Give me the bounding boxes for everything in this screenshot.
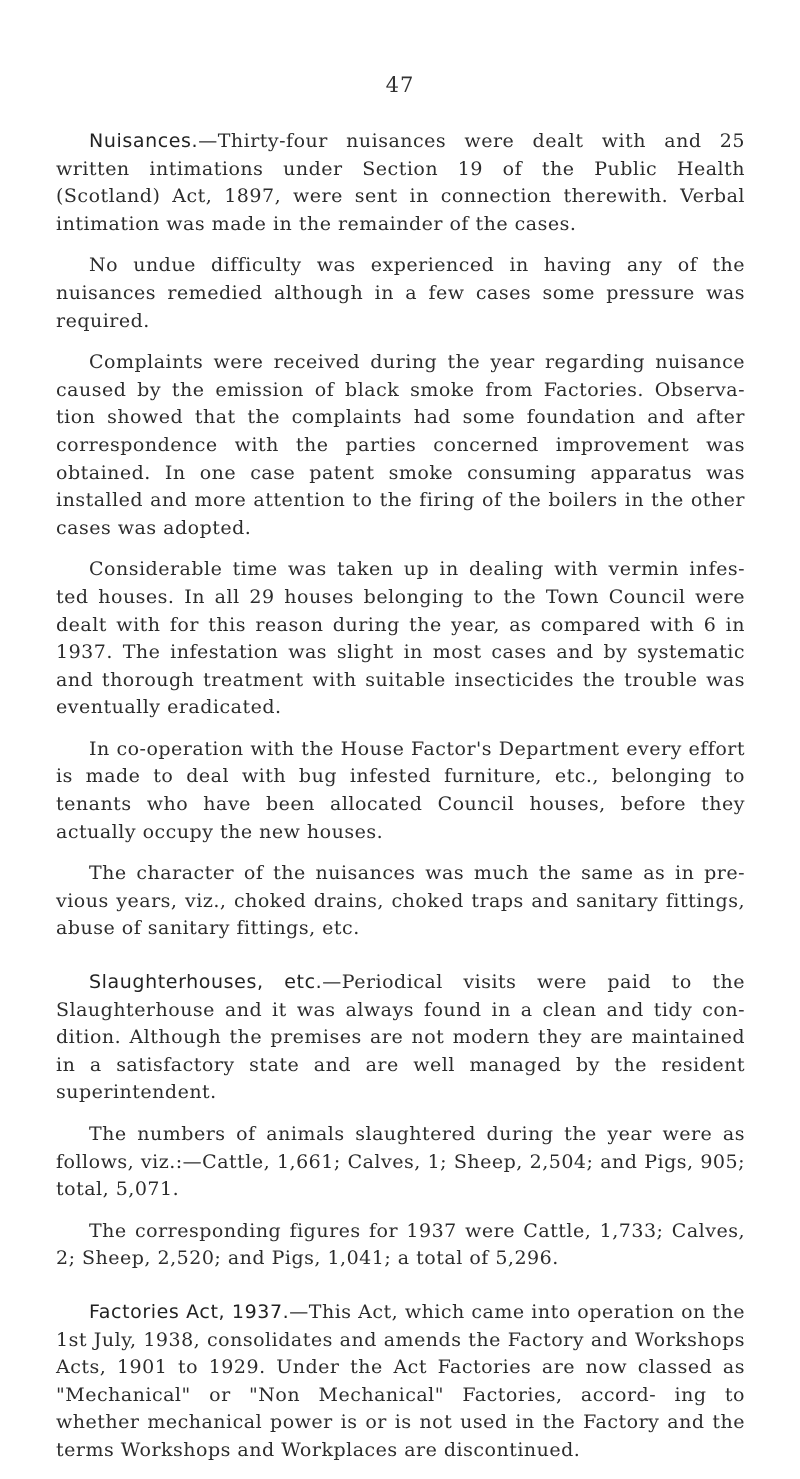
nuisance-character-paragraph: The character of the nuisances was much the same as in pre- vious years, viz., choked drains, choked traps and sanitary fittings, abuse of sanitary fittings, etc. — [56, 862, 745, 940]
factories-act-intro-text: —This Act, which came into operation on the 1st July, 1938, consolidates and amends the Factory and Workshops Acts, 1901 to 1929. Under the Act Factories are now classed as "Mechanical" or "Non Mechanical" Factories, accord- ing to whether mechanical power is or is not used in the Factory and the terms Workshops and Workplaces are discontinued. — [56, 1300, 745, 1461]
smoke-complaints-paragraph: Complaints were received during the year regarding nuisance caused by the emission of black smoke from Factories. Observa- tion showed that the complaints had some foundation and after correspondence with the parties concerned improvement was obtained. In one case patent smoke consuming apparatus was installed and more attention to the firing of the boilers in the other cases was adopted. — [56, 351, 745, 539]
animals-slaughtered-paragraph: The numbers of animals slaughtered during the year were as follows, viz.:—Cattle, 1,661; Calves, 1; Sheep, 2,504; and Pigs, 905; total, 5,071. — [56, 1123, 745, 1201]
slaughterhouses-heading: Slaughterhouses, etc. — [89, 971, 323, 994]
figures-1937-paragraph: The corresponding figures for 1937 were Cattle, 1,733; Calves, 2; Sheep, 2,520; and Pigs, 1,041; a total of 5,296. — [56, 1219, 745, 1270]
nuisances-intro-text: —Thirty-four nuisances were dealt with and 25 written intimations under Section 19 of the Public Health (Scotland) Act, 1897, were sent in connection therewith. Verbal intimation was made in the remainder of the cases. — [56, 130, 745, 235]
slaughterhouses-intro-text: —Periodical visits were paid to the Slaughterhouse and it was always found in a clean and tidy con- dition. Although the premises are not modern they are maintained in a satisfactory state and are well managed by the resident superintendent. — [56, 971, 745, 1104]
page-content — [56, 128, 745, 1479]
slaughterhouses-paragraph — [56, 969, 745, 1107]
bug-infested-furniture-paragraph: In co-operation with the House Factor's Department every effort is made to deal with bug infested furniture, etc., belonging to tenants who have been allocated Council houses, before they actually occupy the new houses. — [56, 737, 745, 843]
nuisances-heading: Nuisances. — [89, 130, 199, 152]
vermin-paragraph: Considerable time was taken up in dealing with vermin infes- ted houses. In all 29 houses belonging to the Town Council were dealt with for this reason during the year, as compared with 6 in 1937. The infestation was slight in most cases and by systematic and thorough treatment with suitable insecticides the trouble was eventually eradicated. — [56, 558, 745, 719]
nuisances-paragraph — [56, 128, 745, 238]
factories-act-heading: Factories Act, 1937. — [89, 1300, 290, 1323]
nuisances-remedy-paragraph: No undue difficulty was experienced in having any of the nuisances remedied although in a few cases some pressure was required. — [56, 254, 745, 332]
page-number: 47 — [385, 73, 415, 97]
factories-act-paragraph — [56, 1299, 745, 1465]
